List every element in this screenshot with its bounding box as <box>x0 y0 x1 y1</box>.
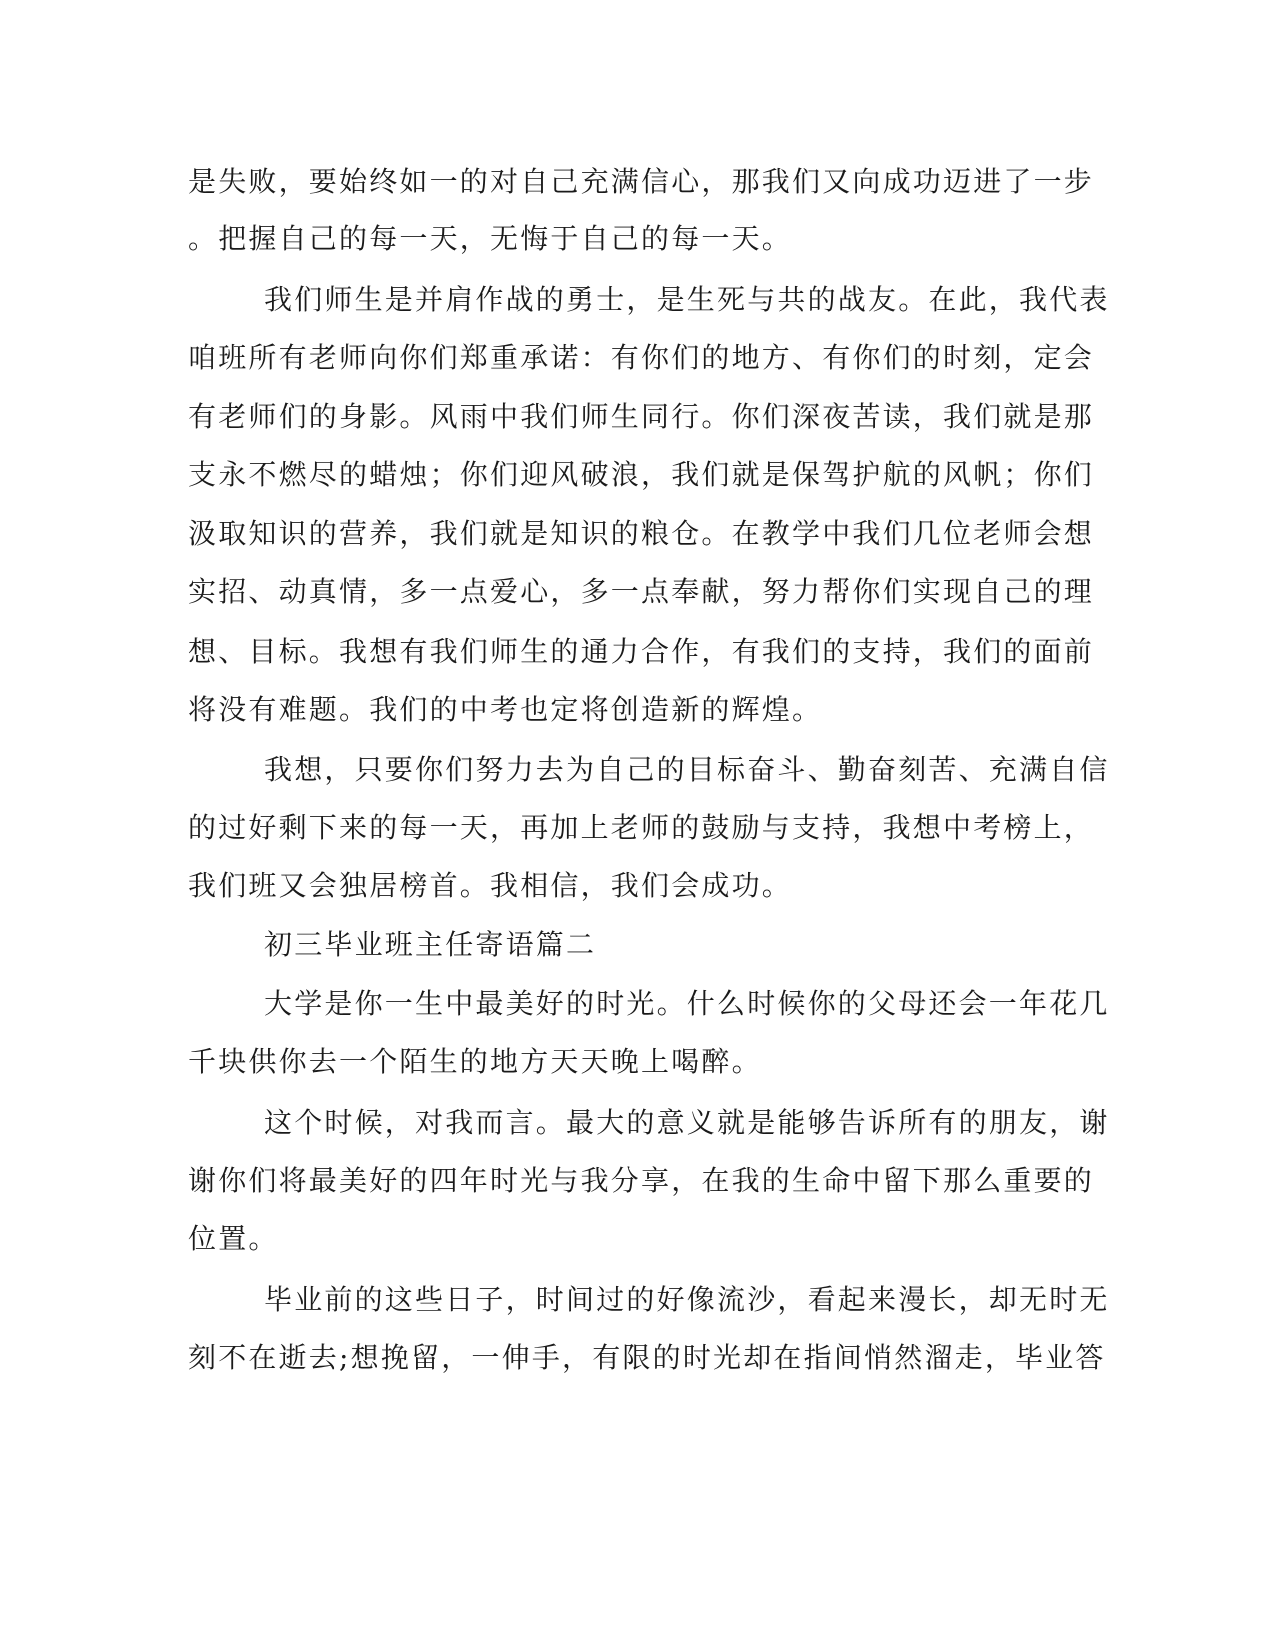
text-line: 谢你们将最美好的四年时光与我分享，在我的生命中留下那么重要的 <box>188 1164 1095 1197</box>
text-line: 千块供你去一个陌生的地方天天晚上喝醉。 <box>188 1045 762 1078</box>
paragraph-start-line: 我想，只要你们努力去为自己的目标奋斗、勤奋刻苦、充满自信 <box>264 753 1110 786</box>
text-line: 实招、动真情，多一点爱心，多一点奉献，努力帮你们实现自己的理 <box>188 575 1095 608</box>
text-line: 有老师们的身影。风雨中我们师生同行。你们深夜苦读，我们就是那 <box>188 400 1095 433</box>
paragraph-start-line: 毕业前的这些日子，时间过的好像流沙，看起来漫长，却无时无 <box>264 1283 1110 1316</box>
text-line: 。把握自己的每一天，无悔于自己的每一天。 <box>188 222 793 255</box>
text-line: 想、目标。我想有我们师生的通力合作，有我们的支持，我们的面前 <box>188 635 1095 668</box>
text-line: 刻不在逝去;想挽留，一伸手，有限的时光却在指间悄然溜走，毕业答 <box>188 1341 1106 1374</box>
section-heading: 初三毕业班主任寄语篇二 <box>264 928 597 961</box>
text-line: 我们班又会独居榜首。我相信，我们会成功。 <box>188 869 793 902</box>
paragraph-start-line: 大学是你一生中最美好的时光。什么时候你的父母还会一年花几 <box>264 987 1110 1020</box>
text-line: 是失败，要始终如一的对自己充满信心，那我们又向成功迈进了一步 <box>188 165 1095 198</box>
text-line: 汲取知识的营养，我们就是知识的粮仓。在教学中我们几位老师会想 <box>188 517 1095 550</box>
text-line: 位置。 <box>188 1222 279 1255</box>
text-line: 支永不燃尽的蜡烛；你们迎风破浪，我们就是保驾护航的风帆；你们 <box>188 458 1095 491</box>
text-line: 将没有难题。我们的中考也定将创造新的辉煌。 <box>188 693 823 726</box>
text-line: 咱班所有老师向你们郑重承诺：有你们的地方、有你们的时刻，定会 <box>188 341 1095 374</box>
paragraph-start-line: 这个时候，对我而言。最大的意义就是能够告诉所有的朋友，谢 <box>264 1106 1110 1139</box>
text-line: 的过好剩下来的每一天，再加上老师的鼓励与支持，我想中考榜上， <box>188 811 1095 844</box>
paragraph-start-line: 我们师生是并肩作战的勇士，是生死与共的战友。在此，我代表 <box>264 283 1110 316</box>
